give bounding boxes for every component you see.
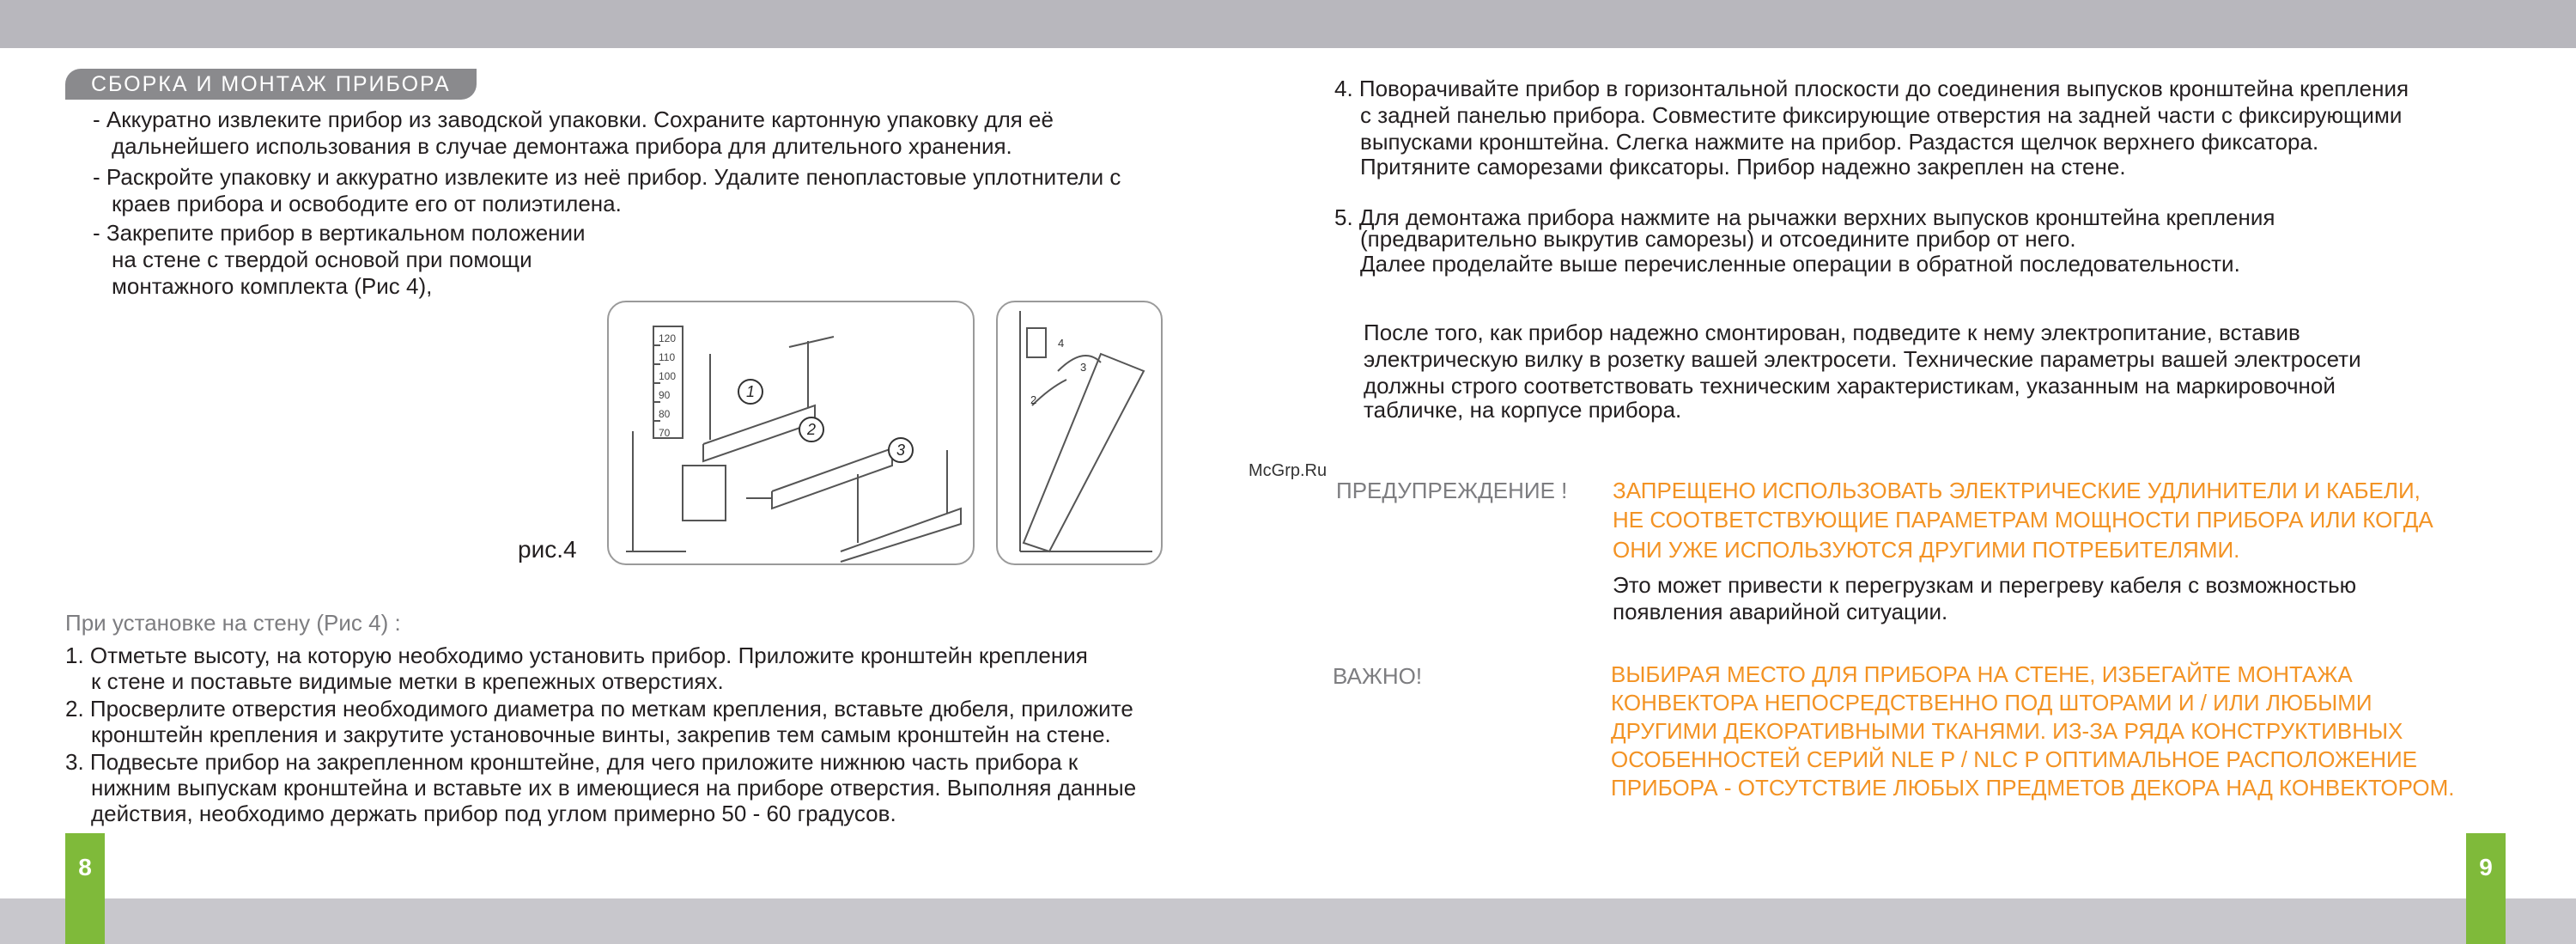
warning-label: ПРЕДУПРЕЖДЕНИЕ !	[1336, 478, 1568, 503]
important-line-1: ВЫБИРАЯ МЕСТО ДЛЯ ПРИБОРА НА СТЕНЕ, ИЗБЕГАЙТЕ МОНТАЖА	[1611, 661, 2353, 687]
bracket-1	[703, 405, 815, 461]
watermark: McGrp.Ru	[1249, 461, 1327, 480]
ruler-mark-120: 120	[659, 332, 677, 344]
step-1-line-1: 1. Отметьте высоту, на которую необходимо установить прибор. Приложите кронштейн крепления	[65, 643, 1088, 668]
top-band	[0, 0, 2576, 48]
hanging-diagram	[996, 301, 1163, 565]
warning-line-1: ЗАПРЕЩЕНО ИСПОЛЬЗОВАТЬ ЭЛЕКТРИЧЕСКИЕ УДЛИНИТЕЛИ И КАБЕЛИ,	[1613, 478, 2421, 503]
warning-line-3: ОНИ УЖЕ ИСПОЛЬЗУЮТСЯ ДРУГИМИ ПОТРЕБИТЕЛЯМИ.	[1613, 537, 2240, 563]
install-heading: При установке на стену (Рис 4) :	[65, 610, 401, 636]
ruler-mark-70: 70	[659, 427, 671, 439]
step-4-line-1: 4. Поворачивайте прибор в горизонтальной плоскости до соединения выпусков кронштейна крепления	[1334, 76, 2409, 101]
step-4-line-2: с задней панелью прибора. Совместите фиксирующие отверстия на задней части с фиксирующими	[1360, 102, 2403, 128]
callout-2: 2	[806, 421, 817, 438]
warning-line-2: НЕ СООТВЕТСТВУЮЩИЕ ПАРАМЕТРАМ МОЩНОСТИ ПРИБОРА ИЛИ КОГДА	[1613, 507, 2433, 533]
page-number-left: 8	[65, 833, 105, 944]
step-4-line-3: выпусками кронштейна. Слегка нажмите на прибор. Раздастся щелчок верхнего фиксатора.	[1360, 129, 2319, 155]
step-5-line-1: 5. Для демонтажа прибора нажмите на рычажки верхних выпусков кронштейна крепления	[1334, 204, 2275, 230]
bottom-band	[0, 898, 2576, 944]
hanging-diagram-drawing	[998, 302, 1161, 563]
ruler-mark-100: 100	[659, 370, 677, 382]
power-line-1: После того, как прибор надежно смонтирован, подведите к нему электропитание, вставив	[1364, 320, 2300, 345]
callout-1: 1	[745, 383, 756, 400]
important-line-5: ПРИБОРА - ОТСУТСТВИЕ ЛЮБЫХ ПРЕДМЕТОВ ДЕКОРА НАД КОНВЕКТОРОМ.	[1611, 775, 2455, 801]
callout-2b: 2	[1030, 393, 1037, 406]
mounting-diagram	[607, 301, 975, 565]
ruler-mark-90: 90	[659, 389, 671, 401]
bracket-2	[772, 448, 892, 509]
ruler-mark-110: 110	[659, 351, 676, 363]
bullet-3-line-3: монтажного комплекта (Рис 4),	[112, 273, 433, 299]
step-3-line-2: нижним выпускам кронштейна и вставьте их в имеющиеся на приборе отверстия. Выполняя данные	[91, 775, 1137, 801]
mounting-diagram-drawing	[609, 302, 973, 563]
step-2-line-1: 2. Просверлите отверстия необходимого диаметра по меткам крепления, вставьте дюбеля, приложите	[65, 696, 1133, 722]
warning-note-line-2: появления аварийной ситуации.	[1613, 599, 1948, 624]
bullet-1-line-2: дальнейшего использования в случае демонтажа прибора для длительного хранения.	[112, 133, 1012, 159]
arrow-2	[1032, 380, 1066, 405]
step-5-line-2: (предварительно выкрутив саморезы) и отсоедините прибор от него.	[1360, 226, 2076, 252]
important-line-3: ДРУГИМИ ДЕКОРАТИВНЫМИ ТКАНЯМИ. ИЗ-ЗА РЯДА КОНСТРУКТИВНЫХ	[1611, 718, 2403, 744]
important-line-2: КОНВЕКТОРА НЕПОСРЕДСТВЕННО ПОД ШТОРАМИ И / ИЛИ ЛЮБЫМИ	[1611, 690, 2372, 716]
power-line-4: табличке, на корпусе прибора.	[1364, 397, 1682, 423]
bullet-3-line-1: - Закрепите прибор в вертикальном положении	[93, 220, 586, 246]
important-label: ВАЖНО!	[1333, 663, 1423, 689]
ruler-mark-80: 80	[659, 408, 671, 420]
step-2-line-2: кронштейн крепления и закрутите установочные винты, закрепив тем самым кронштейн на стене.	[91, 722, 1111, 747]
bullet-3-line-2: на стене с твердой основой при помощи	[112, 247, 532, 272]
warning-note-line-1: Это может привести к перегрузкам и перегреву кабеля с возможностью	[1613, 572, 2357, 598]
figure-label: рис.4	[518, 536, 577, 563]
power-line-2: электрическую вилку в розетку вашей электросети. Технические параметры вашей электросети	[1364, 346, 2361, 372]
step-5-line-3: Далее проделайте выше перечисленные операции в обратной последовательности.	[1360, 251, 2240, 277]
bullet-2-line-2: краев прибора и освободите его от полиэтилена.	[112, 191, 622, 216]
convector-body	[1024, 354, 1144, 551]
step-3-line-3: действия, необходимо держать прибор под углом примерно 50 - 60 градусов.	[91, 801, 896, 826]
important-line-4: ОСОБЕННОСТЕЙ СЕРИЙ NLE P / NLC P ОПТИМАЛЬНОЕ РАСПОЛОЖЕНИЕ	[1611, 746, 2417, 772]
step-1-line-2: к стене и поставьте видимые метки в крепежных отверстиях.	[91, 668, 724, 694]
wall-plate	[683, 466, 726, 521]
bullet-1-line-1: - Аккуратно извлеките прибор из заводской упаковки. Сохраните картонную упаковку для её	[93, 107, 1054, 132]
callout-3b: 3	[1080, 361, 1087, 374]
section-title: СБОРКА И МОНТАЖ ПРИБОРА	[65, 69, 477, 100]
callout-4: 4	[1058, 337, 1065, 350]
step-4-line-4: Притяните саморезами фиксаторы. Прибор надежно закреплен на стене.	[1360, 154, 2126, 180]
step-3-line-1: 3. Подвесьте прибор на закрепленном кронштейне, для чего приложите нижнюю часть прибора к	[65, 749, 1078, 775]
page-number-right: 9	[2466, 833, 2506, 944]
bullet-2-line-1: - Раскройте упаковку и аккуратно извлеките из неё прибор. Удалите пенопластовые уплотнители с	[93, 164, 1121, 190]
callout-3: 3	[896, 442, 906, 459]
power-line-3: должны строго соответствовать техническим характеристикам, указанным на маркировочной	[1364, 373, 2336, 399]
